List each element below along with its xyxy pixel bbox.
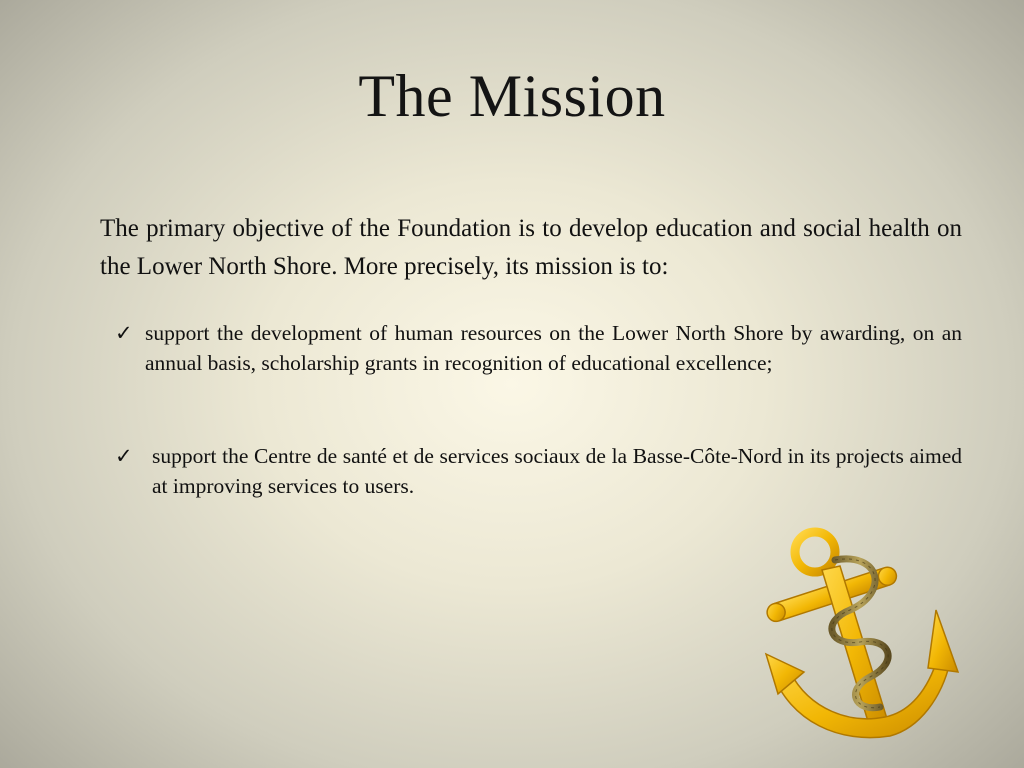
checkmark-icon: ✓ — [115, 444, 133, 468]
mission-bullet-item — [115, 318, 962, 378]
mission-bullet-text: support the Centre de santé et de services sociaux de la Basse-Côte-Nord in its projects aimed at improving services to users. — [152, 444, 962, 498]
mission-bullet-text: support the development of human resources on the Lower North Shore by awarding, on an annual basis, scholarship grants in recognition of educational excellence; — [145, 321, 962, 375]
mission-bullet-item — [115, 441, 962, 501]
anchor-icon — [760, 522, 960, 758]
slide-title: The Mission — [358, 63, 666, 129]
intro-paragraph: The primary objective of the Foundation is to develop education and social health on the Lower North Shore. More precisely, its mission is to: — [100, 215, 962, 280]
checkmark-icon: ✓ — [115, 321, 133, 345]
